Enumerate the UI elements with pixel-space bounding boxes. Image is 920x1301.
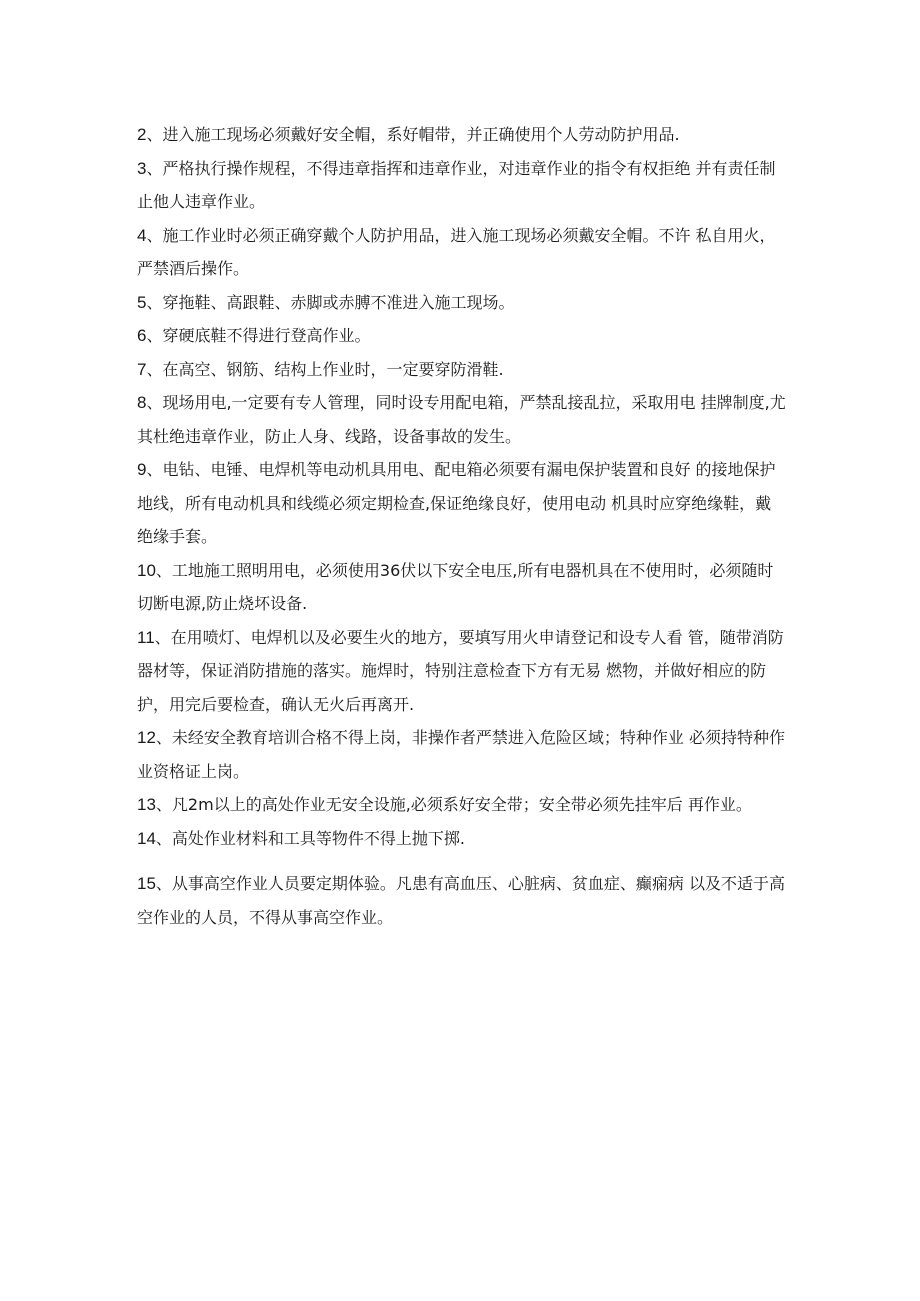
rule-number: 12	[137, 728, 156, 747]
rule-item-8	[137, 386, 787, 453]
rule-text: 、工地施工照明用电，必须使用36伏以下安全电压,所有电器机具在不使用时，必须随时切断电源,防止烧坏设备.	[137, 560, 774, 613]
rule-text: 、电钻、电锤、电焊机等电动机具用电、配电箱必须要有漏电保护装置和良好 的接地保护地线，所有电动机具和线缆必须定期检查,保证绝缘良好，使用电动 机具时应穿绝缘鞋，戴绝缘手套。	[137, 460, 776, 546]
rule-number: 2	[137, 125, 147, 144]
rule-text: 、严格执行操作规程，不得违章指挥和违章作业，对违章作业的指令有权拒绝 并有责任制止他人违章作业。	[137, 158, 776, 211]
rule-item-7	[137, 353, 787, 387]
rule-number: 4	[137, 225, 147, 245]
rule-number: 6	[137, 326, 147, 345]
rule-item-13	[137, 788, 787, 822]
document-body	[137, 118, 787, 934]
rule-text: 、施工作业时必须正确穿戴个人防护用品，进入施工现场必须戴安全帽。不许 私自用火，严禁酒后操作。	[137, 225, 776, 278]
rule-text: 、凡2m以上的高处作业无安全设施,必须系好安全带；安全带必须先挂牢后 再作业。	[155, 795, 752, 814]
rule-number: 9	[137, 460, 147, 479]
rule-number: 11	[137, 627, 155, 647]
rule-item-2	[137, 118, 787, 152]
rule-text: 、在用喷灯、电焊机以及必要生火的地方，要填写用火申请登记和设专人看 管，随带消防器材等，保证消防措施的落实。施焊时，特别注意检查下方有无易 燃物，并做好相应的防护，用完后要检查，确认无火后再离开.	[137, 627, 784, 714]
rule-item-6	[137, 319, 787, 353]
rule-text: 、未经安全教育培训合格不得上岗，非操作者严禁进入危险区域；特种作业 必须持特种作业资格证上岗。	[137, 728, 786, 781]
rule-item-5	[137, 286, 787, 320]
rule-number: 14	[137, 828, 156, 848]
rule-item-3	[137, 152, 787, 219]
rule-number: 3	[137, 158, 147, 178]
rule-number: 13	[137, 795, 156, 814]
rule-text: 、穿硬底鞋不得进行登高作业。	[146, 326, 371, 345]
rule-number: 7	[137, 359, 147, 379]
rule-item-12	[137, 721, 787, 788]
rule-text: 、现场用电,一定要有专人管理，同时设专用配电箱，严禁乱接乱拉，采取用电 挂牌制度,尤其杜绝违章作业，防止人身、线路，设备事故的发生。	[137, 393, 786, 446]
rule-item-14	[137, 822, 787, 856]
rule-text: 、穿拖鞋、高跟鞋、赤脚或赤膊不准进入施工现场。	[146, 292, 515, 312]
rule-item-9	[137, 453, 787, 554]
rule-text: 、进入施工现场必须戴好安全帽，系好帽带，并正确使用个人劳动防护用品.	[146, 125, 680, 144]
rule-number: 8	[137, 393, 147, 412]
rule-text: 、从事高空作业人员要定期体验。凡患有高血压、心脏病、贫血症、癫痫病 以及不适于高空作业的人员，不得从事高空作业。	[137, 874, 786, 927]
rule-number: 15	[137, 874, 156, 893]
rule-item-4	[137, 219, 787, 286]
rule-number: 5	[137, 292, 147, 312]
rule-item-11	[137, 621, 787, 722]
rule-text: 、高处作业材料和工具等物件不得上抛下掷.	[155, 828, 466, 848]
rule-item-15	[137, 867, 787, 934]
rule-item-10	[137, 554, 787, 621]
rule-number: 10	[137, 560, 156, 580]
rule-text: 、在高空、钢筋、结构上作业时，一定要穿防滑鞋.	[146, 359, 504, 379]
